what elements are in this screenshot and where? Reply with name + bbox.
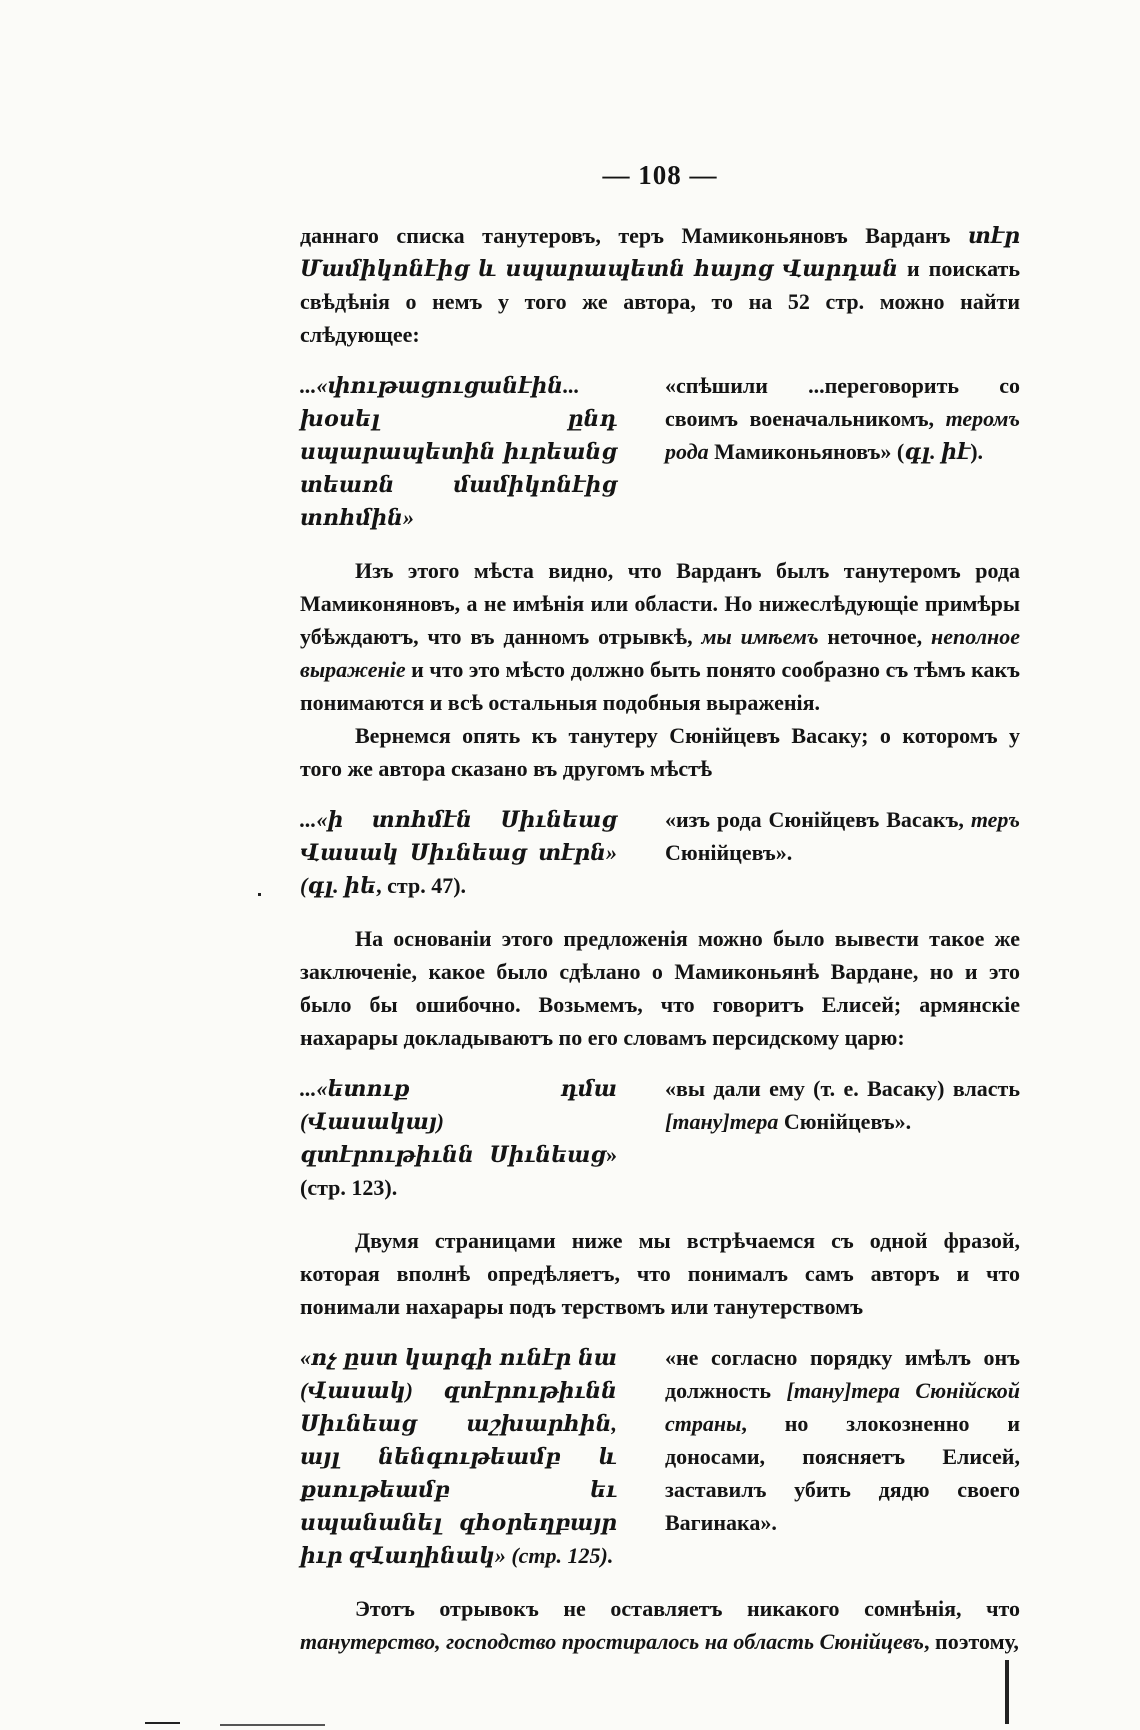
quote-2-armenian-a: ...«ի տոհմէն Սիւնեաց Վասակ Սիւնեաց տէրն» (	[300, 807, 617, 898]
quote-2-russian-emph: теръ	[970, 807, 1020, 832]
paragraph-4: Двумя страницами ниже мы встрѣчаемся съ одной фразой, которая вполнѣ опредѣляетъ, что понималъ самъ авторъ и что понимали нахарары подъ терствомъ или танутерствомъ	[300, 1228, 1020, 1319]
quote-4-armenian-b: զտէրութիւնն Սիւնեաց աշխարհին	[300, 1378, 617, 1436]
quote-3-russian	[645, 1072, 1020, 1204]
quote-2-armenian	[300, 803, 645, 902]
quote-2-russian	[645, 803, 1020, 902]
paragraph-3: На основаніи этого предложенія можно было вывести такое же заключеніе, какое было сдѣлано о Мамиконьянѣ Вардане, но и это было бы ошибочно. Возьмемъ, что говоритъ Елисей; армянскіе нахарары докладываютъ по его словамъ персидскому царю:	[300, 926, 1020, 1050]
paragraph-5	[300, 1592, 1020, 1658]
quote-4-armenian	[300, 1341, 645, 1572]
quote-2-ref: , стр. 47).	[376, 873, 467, 898]
quote-1-chapter: գլ. իէ	[904, 439, 971, 464]
quote-3-ref: » (стр. 123).	[300, 1142, 617, 1200]
paragraph-5-emph: танутерство, господство простиралось на область Сюнійцевъ	[300, 1629, 925, 1654]
quote-1-russian-emph: теромъ рода	[665, 406, 1020, 464]
quote-2-russian-c: Сюнійцевъ».	[665, 840, 793, 865]
quote-1-russian-c: Мамиконьяновъ» (	[708, 439, 905, 464]
paragraph-5-c: , поэтому,	[924, 1629, 1019, 1654]
intro-text-1: даннаго списка танутеровъ, теръ Мамиконьяновъ Варданъ	[300, 223, 969, 248]
paragraph-1-c: неточное,	[818, 624, 932, 649]
scan-mark-middle	[220, 1724, 325, 1726]
quote-2-chapter: գլ. իե	[307, 873, 377, 898]
quote-1	[300, 369, 1020, 534]
quote-3-armenian-a: ...«ետուք դմա (Վասակայ)	[300, 1076, 617, 1134]
quote-2	[300, 803, 1020, 902]
quote-4-armenian-c: , այլ նենգութեամբ և քսութեամբ եւ սպանանել զհօրեղբայր իւր զՎաղինակ» (стр. 125).	[300, 1411, 617, 1568]
intro-armenian: տէր Մամիկոնէից և սպարապետն հայոց Վարդան	[300, 223, 1020, 281]
quote-4-russian-a: «не согласно порядку имѣлъ онъ должность	[665, 1345, 1020, 1403]
quote-3-russian-c: Сюнійцевъ».	[778, 1109, 912, 1134]
quote-3-russian-emph: [тану]тера	[665, 1109, 779, 1134]
quote-1-russian	[645, 369, 1020, 534]
paragraph-1	[300, 554, 1020, 719]
intro-paragraph	[300, 219, 1020, 351]
paragraph-1-e: и что это мѣсто должно быть понято сообразно съ тѣмъ какъ понимаются и всѣ остальныя подобныя выраженія.	[300, 657, 1020, 715]
quote-3-russian-a: «вы дали ему (т. е. Васаку) власть	[665, 1076, 1020, 1101]
scan-mark-left	[145, 1722, 180, 1724]
quote-1-russian-a: «спѣшили ...переговорить со своимъ военачальникомъ,	[665, 373, 1020, 431]
paragraph-1-emph-1: мы имѣемъ	[701, 624, 819, 649]
quote-3-armenian-b: զտէրութիւնն Սիւնեաց	[300, 1142, 606, 1167]
quote-3-armenian	[300, 1072, 645, 1204]
scan-mark-right	[1005, 1660, 1009, 1724]
quote-4-russian-emph: [тану]тера Сюнійской страны	[665, 1378, 1021, 1436]
paragraph-2: Вернемся опять къ танутеру Сюнійцевъ Васаку; о которомъ у того же автора сказано въ другомъ мѣстѣ	[300, 723, 1020, 781]
intro-text-2: и поискать свѣдѣнія о немъ у того же автора, то на 52 стр. можно найти слѣдующее:	[300, 256, 1020, 347]
page-number: — 108 —	[602, 160, 718, 190]
quote-1-russian-e: ).	[970, 439, 984, 464]
paragraph-5-a: Этотъ отрывокъ не оставляетъ никакого сомнѣнія, что	[355, 1596, 1020, 1621]
quote-4-russian-c: , но злокозненно и доносами, поясняетъ Елисей, заставилъ убить дядю своего Вагинака».	[665, 1411, 1020, 1535]
paragraph-1-a: Изъ этого мѣста видно, что Варданъ былъ танутеромъ рода Мамиконяновъ, а не имѣнія или области. Но нижеслѣдующіе примѣры убѣждаютъ, что въ данномъ отрывкѣ,	[300, 558, 1020, 649]
quote-3	[300, 1072, 1020, 1204]
quote-4	[300, 1341, 1020, 1572]
paragraph-1-emph-2: неполное выраженіе	[300, 624, 1020, 682]
scan-mark-dot	[258, 893, 261, 896]
quote-1-armenian: ...«փութացուցանէին... խօսել ընդ սպարապետին իւրեանց տեառն մամիկոնէից տոհմին»	[300, 373, 617, 530]
quote-4-russian	[645, 1341, 1020, 1572]
quote-4-armenian-a: «ոչ ըստ կարգի ունէր նա (Վասակ)	[300, 1345, 617, 1403]
quote-2-russian-a: «изъ рода Сюнійцевъ Васакъ,	[665, 807, 971, 832]
page	[300, 160, 1020, 1658]
